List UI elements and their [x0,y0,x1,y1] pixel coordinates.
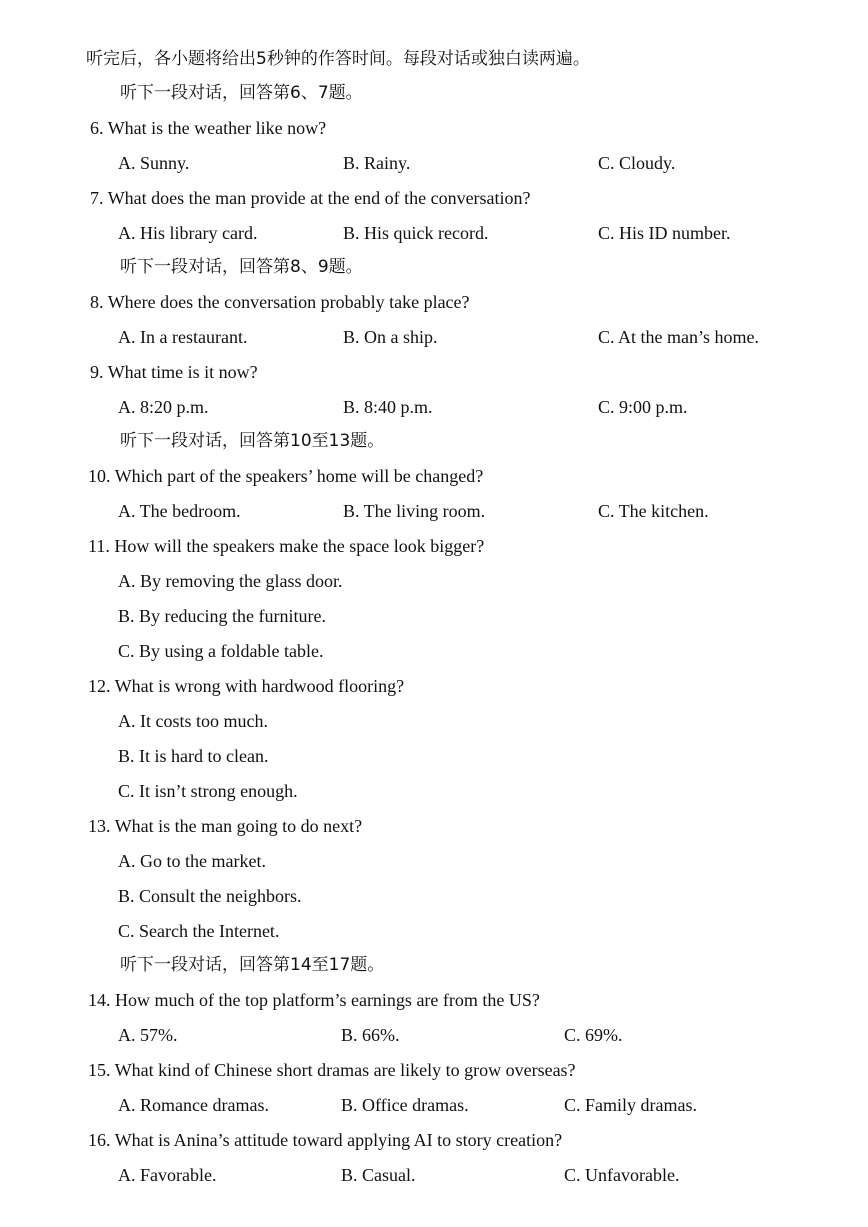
option-c: C. 9:00 p.m. [598,397,688,417]
option-c: C. 69%. [564,1025,623,1045]
question-text: What is the weather like now? [107,118,327,138]
question-12 [88,675,404,697]
option-b: B. Consult the neighbors. [118,886,302,906]
section-instruction: 听下一段对话，回答第6、7题。 [120,83,363,103]
option-a: A. 8:20 p.m. [118,397,209,417]
question-number: 9. [90,362,104,382]
section-instruction: 听下一段对话，回答第8、9题。 [120,257,363,277]
question-number: 6. [90,118,104,138]
option-a: A. In a restaurant. [118,327,248,347]
option-c: C. At the man’s home. [598,327,759,347]
option-a: A. Go to the market. [118,851,266,871]
option-c: C. It isn’t strong enough. [118,781,298,801]
option-b: B. It is hard to clean. [118,746,269,766]
option-a: A. Romance dramas. [118,1095,269,1115]
question-text: What kind of Chinese short dramas are likely to grow overseas? [114,1060,576,1080]
option-c: C. The kitchen. [598,501,709,521]
question-7 [90,187,531,209]
option-b: B. 8:40 p.m. [343,397,433,417]
question-number: 16. [88,1130,111,1150]
option-c: C. Family dramas. [564,1095,697,1115]
question-10 [88,465,483,487]
option-b: B. Casual. [341,1165,416,1185]
option-a: A. It costs too much. [118,711,268,731]
option-a: A. The bedroom. [118,501,241,521]
question-15 [88,1059,576,1081]
question-number: 14. [88,990,111,1010]
question-14 [88,989,540,1011]
option-b: B. His quick record. [343,223,489,243]
question-text: What is Anina’s attitude toward applying AI to story creation? [114,1130,563,1150]
question-text: What is the man going to do next? [114,816,363,836]
intro-text: 听完后，各小题将给出5秒钟的作答时间。每段对话或独白读两遍。 [86,49,590,69]
question-number: 15. [88,1060,111,1080]
option-b: B. Rainy. [343,153,411,173]
option-b: B. On a ship. [343,327,438,347]
option-a: A. Favorable. [118,1165,217,1185]
question-number: 13. [88,816,111,836]
question-text: What does the man provide at the end of the conversation? [107,188,531,208]
question-6 [90,117,326,139]
question-8 [90,291,470,313]
question-text: How much of the top platform’s earnings are from the US? [115,990,540,1010]
option-c: C. By using a foldable table. [118,641,324,661]
option-a: A. His library card. [118,223,258,243]
question-9 [90,361,258,383]
option-a: A. Sunny. [118,153,190,173]
option-b: B. Office dramas. [341,1095,469,1115]
option-c: C. Cloudy. [598,153,676,173]
question-text: What time is it now? [107,362,258,382]
question-text: Which part of the speakers’ home will be changed? [114,466,484,486]
question-number: 12. [88,676,111,696]
option-c: C. Search the Internet. [118,921,280,941]
option-a: A. 57%. [118,1025,178,1045]
question-13 [88,815,362,837]
option-b: B. The living room. [343,501,486,521]
question-number: 7. [90,188,104,208]
section-instruction: 听下一段对话，回答第10至13题。 [120,431,385,451]
option-a: A. By removing the glass door. [118,571,343,591]
option-c: C. Unfavorable. [564,1165,680,1185]
option-b: B. By reducing the furniture. [118,606,326,626]
question-number: 8. [90,292,104,312]
question-number: 10. [88,466,111,486]
question-text: What is wrong with hardwood flooring? [114,676,405,696]
question-text: Where does the conversation probably take place? [107,292,470,312]
question-text: How will the speakers make the space look bigger? [114,536,485,556]
question-number: 11. [88,536,110,556]
section-instruction: 听下一段对话，回答第14至17题。 [120,955,385,975]
question-16 [88,1129,562,1151]
question-11 [88,535,484,557]
option-b: B. 66%. [341,1025,400,1045]
option-c: C. His ID number. [598,223,731,243]
